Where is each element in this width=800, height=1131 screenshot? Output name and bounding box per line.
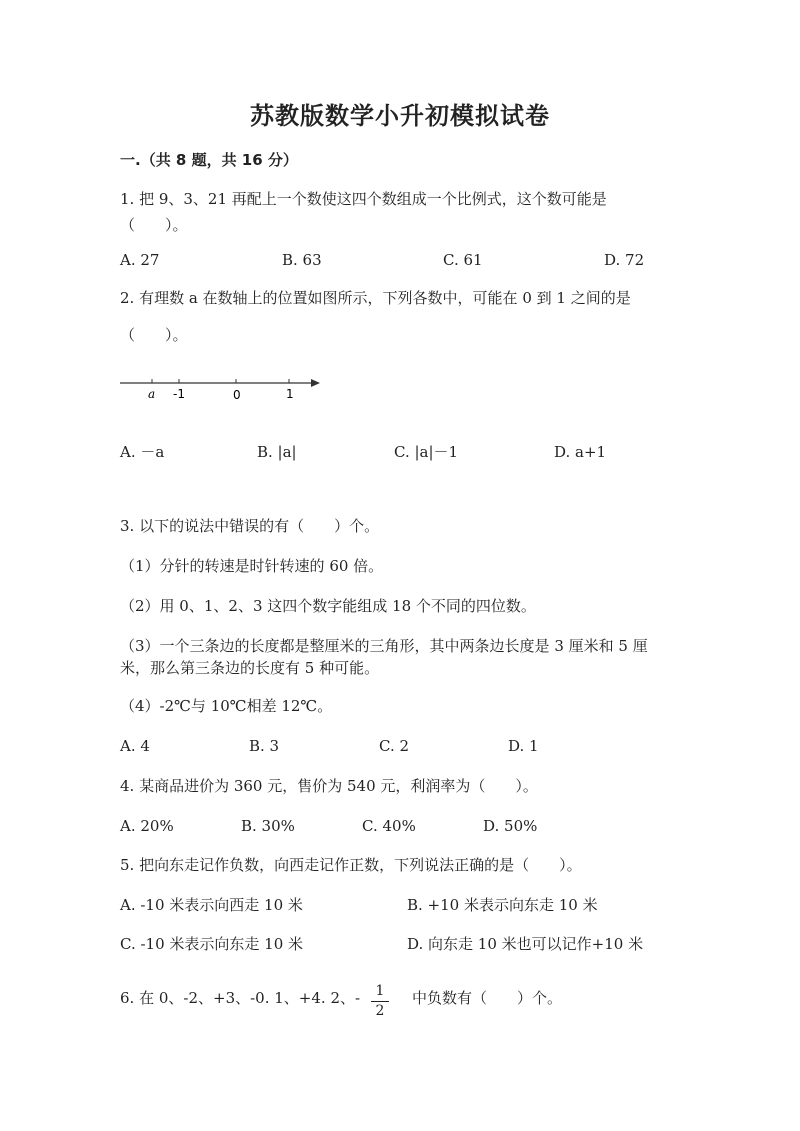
- q5-option-c: C. -10 米表示向东走 10 米: [120, 935, 304, 953]
- question-1-blank: （ ）。: [120, 216, 188, 234]
- q2-option-d: D. a+1: [554, 443, 607, 461]
- q4-option-c: C. 40%: [362, 817, 416, 835]
- number-line-figure: [118, 372, 328, 404]
- question-3-statement-1: （1）分针的转速是时针转速的 60 倍。: [120, 557, 384, 575]
- q5-option-d: D. 向东走 10 米也可以记作+10 米: [407, 935, 644, 953]
- q3-option-b: B. 3: [249, 737, 280, 755]
- question-1-text: 1. 把 9、3、21 再配上一个数使这四个数组成一个比例式，这个数可能是: [120, 190, 607, 208]
- q1-option-c: C. 61: [443, 251, 483, 269]
- label-a: a: [148, 387, 156, 401]
- question-3-statement-3b: 米，那么第三条边的长度有 5 种可能。: [120, 659, 380, 677]
- q1-option-b: B. 63: [282, 251, 322, 269]
- q3-option-d: D. 1: [508, 737, 539, 755]
- q3-option-c: C. 2: [379, 737, 410, 755]
- q5-option-b: B. +10 米表示向东走 10 米: [407, 896, 598, 914]
- question-3-statement-3a: （3）一个三条边的长度都是整厘米的三角形，其中两条边长度是 3 厘米和 5 厘: [120, 637, 648, 655]
- fraction-numerator: 1: [375, 983, 385, 999]
- label-zero: 0: [233, 388, 241, 402]
- fraction-denominator: 2: [375, 1003, 385, 1019]
- label-one: 1: [286, 387, 294, 401]
- question-3-statement-2: （2）用 0、1、2、3 这四个数字能组成 18 个不同的四位数。: [120, 597, 536, 615]
- q4-option-a: A. 20%: [120, 817, 174, 835]
- question-4-text: 4. 某商品进价为 360 元，售价为 540 元，利润率为（ ）。: [120, 777, 538, 795]
- question-3-text: 3. 以下的说法中错误的有（ ）个。: [120, 517, 380, 535]
- question-2-blank: （ ）。: [120, 326, 188, 344]
- question-3-statement-4: （4）-2℃与 10℃相差 12℃。: [120, 697, 333, 715]
- q4-option-b: B. 30%: [241, 817, 295, 835]
- q4-option-d: D. 50%: [483, 817, 538, 835]
- section-heading: 一.（共 8 题，共 16 分）: [120, 151, 298, 169]
- page-title: 苏教版数学小升初模拟试卷: [250, 102, 550, 130]
- q1-option-a: A. 27: [120, 251, 160, 269]
- question-6-text-end: 中负数有（ ）个。: [412, 989, 563, 1007]
- q2-option-a: A. －a: [120, 443, 165, 461]
- question-5-text: 5. 把向东走记作负数，向西走记作正数，下列说法正确的是（ ）。: [120, 856, 582, 874]
- q2-option-b: B. |a|: [257, 443, 297, 461]
- q5-option-a: A. -10 米表示向西走 10 米: [120, 896, 303, 914]
- number-line-arrow: [311, 379, 320, 387]
- question-2-text: 2. 有理数 a 在数轴上的位置如图所示，下列各数中，可能在 0 到 1 之间的是: [120, 289, 631, 307]
- q3-option-a: A. 4: [120, 737, 150, 755]
- label-minus-one: -1: [173, 387, 185, 401]
- fraction-bar: [371, 1001, 389, 1002]
- q2-option-c: C. |a|－1: [394, 443, 459, 461]
- question-6-text: 6. 在 0、-2、+3、-0. 1、+4. 2、-: [120, 989, 361, 1007]
- q1-option-d: D. 72: [604, 251, 645, 269]
- fraction-one-half: [371, 984, 389, 1019]
